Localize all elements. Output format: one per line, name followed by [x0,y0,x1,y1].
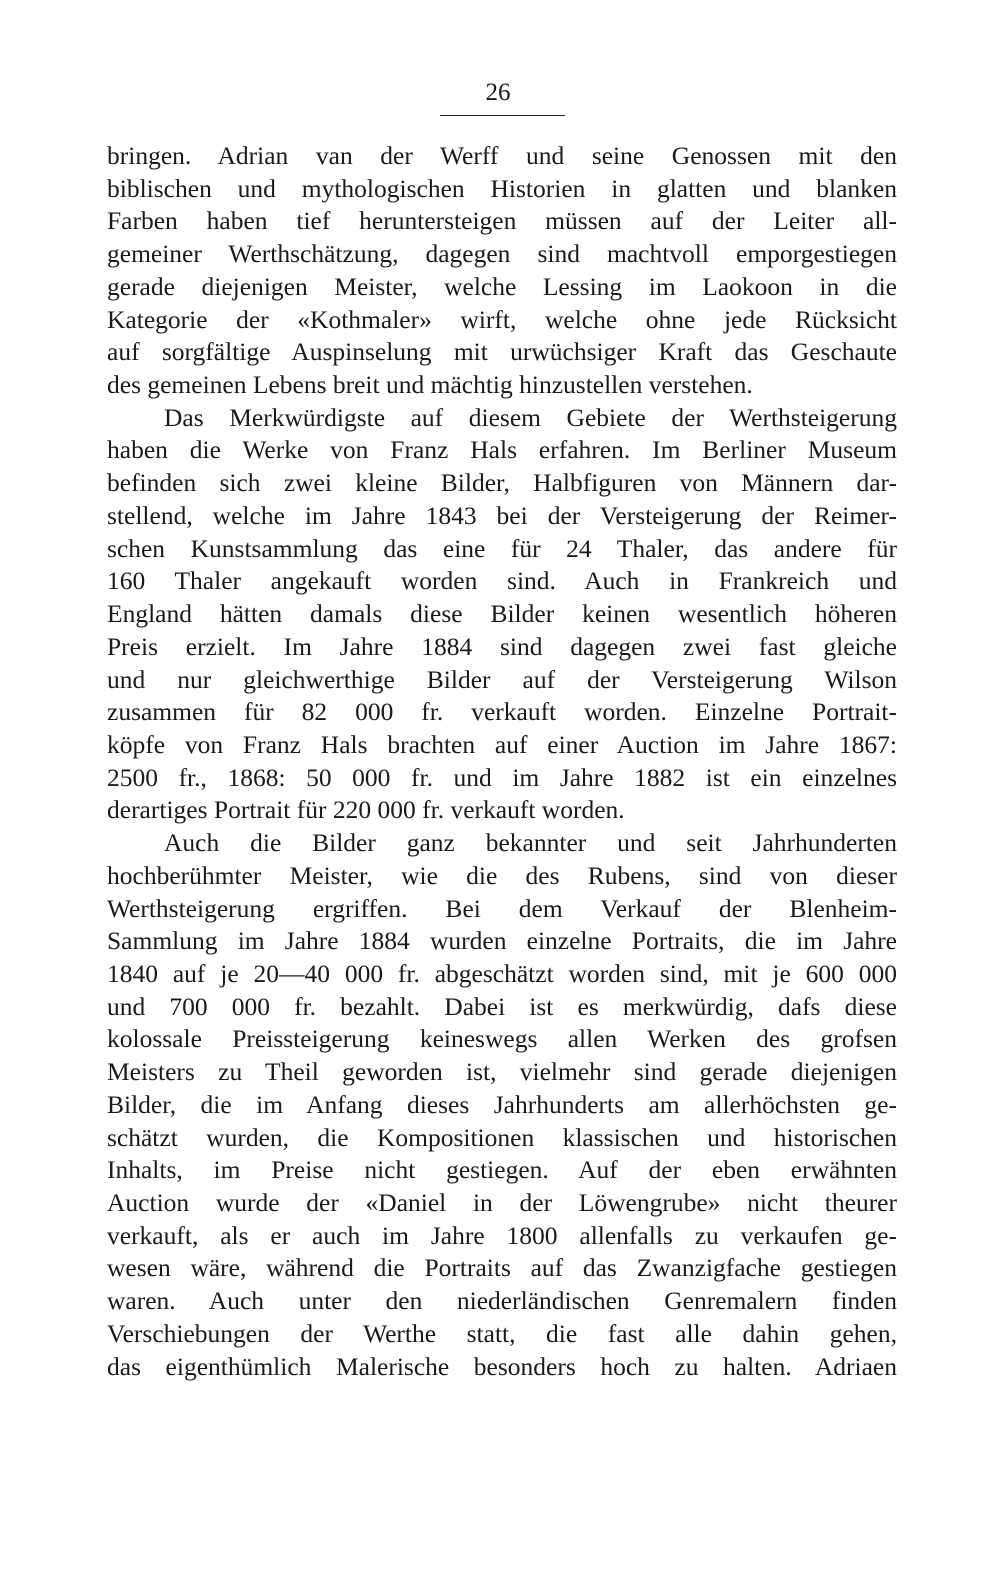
text-line: und nur gleichwerthige Bilder auf der Versteigerung Wilson [107,664,897,694]
text-line: Sammlung im Jahre 1884 wurden einzelne Portraits, die im Jahre [107,926,897,956]
text-line: Preis erzielt. Im Jahre 1884 sind dagegen zwei fast gleiche [107,631,897,661]
text-line: wesen wäre, während die Portraits auf das Zwanzigfache gestiegen [107,1253,897,1283]
text-line: hochberühmter Meister, wie die des Rubens, sind von dieser [107,860,897,890]
text-line: gerade diejenigen Meister, welche Lessing im Laokoon in die [107,271,897,301]
text-line: haben die Werke von Franz Hals erfahren. Im Berliner Museum [107,435,897,465]
text-line: auf sorgfältige Auspinselung mit urwüchsiger Kraft das Geschaute [107,337,897,367]
text-line: des gemeinen Lebens breit und mächtig hinzustellen verstehen. [107,370,753,400]
text-line: Bilder, die im Anfang dieses Jahrhunderts am allerhöchsten ge- [107,1089,897,1119]
text-line: biblischen und mythologischen Historien in glatten und blanken [107,173,897,203]
text-line: 2500 fr., 1868: 50 000 fr. und im Jahre 1882 ist ein einzelnes [107,762,897,792]
body-text [107,140,897,1383]
text-line: Meisters zu Theil geworden ist, vielmehr sind gerade diejenigen [107,1057,897,1087]
text-line: verkauft, als er auch im Jahre 1800 allenfalls zu verkaufen ge- [107,1220,897,1250]
text-line: Auch die Bilder ganz bekannter und seit Jahrhunderten [164,828,897,858]
text-line: befinden sich zwei kleine Bilder, Halbfiguren von Männern dar- [107,468,897,498]
text-line: Inhalts, im Preise nicht gestiegen. Auf der eben erwähnten [107,1155,897,1185]
text-line: England hätten damals diese Bilder keinen wesentlich höheren [107,599,897,629]
text-line: gemeiner Werthschätzung, dagegen sind machtvoll emporgestiegen [107,239,897,269]
text-line: schen Kunstsammlung das eine für 24 Thaler, das andere für [107,533,897,563]
text-line: Farben haben tief heruntersteigen müssen auf der Leiter all- [107,206,897,236]
text-line: köpfe von Franz Hals brachten auf einer Auction im Jahre 1867: [107,729,897,759]
text-line: das eigenthümlich Malerische besonders hoch zu halten. Adriaen [107,1351,897,1381]
text-line: Das Merkwürdigste auf diesem Gebiete der Werthsteigerung [164,402,897,432]
text-line: derartiges Portrait für 220 000 fr. verkauft worden. [107,795,625,825]
page-number: 26 [485,79,511,106]
text-line: zusammen für 82 000 fr. verkauft worden. Einzelne Portrait- [107,697,897,727]
text-line: Kategorie der «Kothmaler» wirft, welche ohne jede Rücksicht [107,304,897,334]
text-line: 160 Thaler angekauft worden sind. Auch in Frankreich und [107,566,897,596]
text-line: waren. Auch unter den niederländischen Genremalern finden [107,1286,897,1316]
text-line: kolossale Preissteigerung keineswegs allen Werken des grofsen [107,1024,897,1054]
text-line: stellend, welche im Jahre 1843 bei der Versteigerung der Reimer- [107,500,897,530]
header-rule [440,115,565,116]
text-line: Auction wurde der «Daniel in der Löwengrube» nicht theurer [107,1188,897,1217]
text-line: 1840 auf je 20—40 000 fr. abgeschätzt worden sind, mit je 600 000 [107,958,897,988]
text-line: Werthsteigerung ergriffen. Bei dem Verkauf der Blenheim- [107,893,897,923]
text-line: Verschiebungen der Werthe statt, die fast alle dahin gehen, [107,1318,897,1348]
text-line: und 700 000 fr. bezahlt. Dabei ist es merkwürdig, dafs diese [107,991,897,1021]
text-line: bringen. Adrian van der Werff und seine Genossen mit den [107,141,897,170]
text-line: schätzt wurden, die Kompositionen klassischen und historischen [107,1122,897,1152]
